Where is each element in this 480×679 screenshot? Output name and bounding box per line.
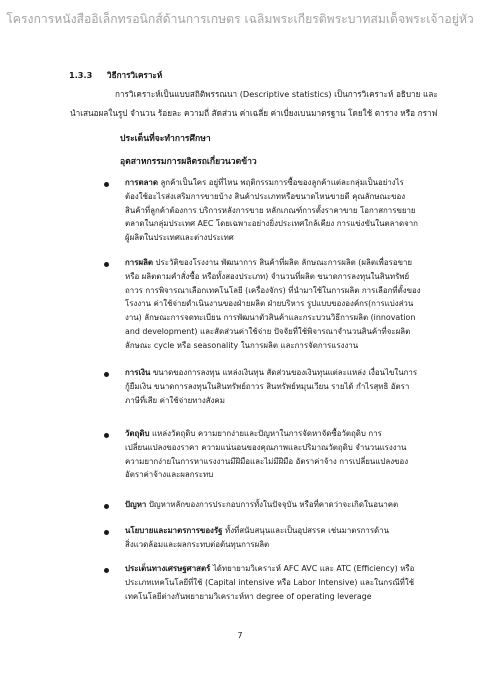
bullet-production <box>104 256 424 353</box>
bullet-term: นโยบายและมาตรการของรัฐ <box>125 526 223 535</box>
bullet-finance <box>104 366 424 407</box>
bullet-line: and development) และสัดส่วนค่าใช้จ่าย ปัจจัยที่ใช้พิจารณาจำนวนสินค้าที่จะผลิต <box>125 326 411 336</box>
bullet-line: ลักษณะ cycle หรือ seasonality ในการผลิต และการจัดการแรงงาน <box>125 340 359 350</box>
bullet-line: ขนาดของการลงทุน แหล่งเงินทุน สัดส่วนของเงินทุนแต่ละแหล่ง เงื่อนไขในการ <box>150 368 418 377</box>
bullet-economics <box>104 562 424 603</box>
bullet-line: ความยากง่ายในการหาแรงงานมีฝีมือและไม่มีฝีมือ อัตราค่าจ้าง การเปลี่ยนแปลงของ <box>125 456 409 466</box>
section-number: 1.3.3 <box>69 70 93 80</box>
bullet-line: เทคโนโลยีต่างกันพยายามวิเคราะห์หา degree of operating leverage <box>125 591 372 601</box>
bullet-line: ต้องใช้อะไรส่งเสริมการขายบ้าง สินค้าประเภทหรือขนาดไหนขายดี คุณลักษณะของ <box>125 191 406 201</box>
bullet-marketing <box>104 176 424 245</box>
section-heading <box>69 69 162 82</box>
bullet-line: แหล่งวัตถุดิบ ความยากง่ายและปัญหาในการจัดหาจัดซื้อวัตถุดิบ การ <box>149 429 382 438</box>
bullet-line: ประเภทเทคโนโลยีที่ใช้ (Capital intensive หรือ Labor Intensive) และในกรณีที่ใช้ <box>125 577 415 587</box>
page-header: โครงการหนังสืออิเล็กทรอนิกส์ด้านการเกษตร เฉลิมพระเกียรติพระบาทสมเด็จพระเจ้าอยู่หัว <box>6 12 474 26</box>
study-heading: ประเด็นที่จะทำการศึกษา <box>120 134 211 144</box>
bullet-dot-icon <box>104 372 109 377</box>
bullet-line: ลูกค้าเป็นใคร อยู่ที่ไหน พฤติกรรมการซื้อของลูกค้าแต่ละกลุ่มเป็นอย่างไร <box>157 178 404 187</box>
bullet-line: ปัญหาหลักของการประกอบการทั้งในปัจจุบัน หรือที่คาดว่าจะเกิดในอนาคต <box>146 500 399 509</box>
bullet-line: สินค้าที่ลูกค้าต้องการ บริการหลังการขาย หลักเกณฑ์การตั้งราคาขาย โอกาสการขยาย <box>125 205 416 215</box>
bullet-government-policy <box>104 524 424 552</box>
bullet-dot-icon <box>104 433 109 438</box>
bullet-line: ทั้งที่สนับสนุนและเป็นอุปสรรค เช่นมาตรการด้าน <box>222 526 390 535</box>
bullet-dot-icon <box>104 530 109 535</box>
bullet-line: เปลี่ยนแปลงของราคา ความแน่นอนของคุณภาพและปริมาณวัตถุดิบ จำนวนแรงงาน <box>125 442 407 452</box>
bullet-term: ปัญหา <box>125 500 147 509</box>
bullet-raw-materials <box>104 427 424 482</box>
bullet-term: การเงิน <box>125 368 151 377</box>
bullet-line: โรงงาน ค่าใช้จ่ายดำเนินงานของฝ่ายผลิต ฝ่ายบริหาร รูปแบบขององค์กร(การแบ่งส่วน <box>125 299 414 309</box>
bullet-line: ผู้ผลิตในประเทศและต่างประเทศ <box>125 233 234 243</box>
bullet-line: ได้ทยายามวิเคราะห์ AFC AVC และ ATC (Efficiency) หรือ <box>210 564 415 573</box>
bullet-line: ถาวร การพิจารณาเลือกเทคโนโลยี (เครื่องจักร) ที่นำมาใช้ในการผลิต การเลือกที่ตั้งของ <box>125 285 421 295</box>
bullet-line: งาน) ลักษณะการจดทะเบียน การพัฒนาตัวสินค้าและกระบวนวิธีการผลิต (innovation <box>125 313 416 323</box>
bullet-dot-icon <box>104 182 109 187</box>
intro-line-1: การวิเคราะห์เป็นแบบสถิติพรรณนา (Descriptive statistics) เป็นการวิเคราะห์ อธิบาย และ <box>115 89 438 99</box>
bullet-term: วัตถุดิบ <box>125 429 150 438</box>
bullet-line: กู้ยืมเงิน ขนาดการลงทุนในสินทรัพย์ถาวร สินทรัพย์หมุนเวียน รายได้ กำไรสุทธิ อัตรา <box>125 381 410 391</box>
bullet-term: การตลาด <box>125 178 158 187</box>
bullet-line: ประวัติของโรงงาน พัฒนาการ สินค้าที่ผลิต ลักษณะการผลิต (ผลิตเพื่อรอขาย <box>153 258 413 267</box>
bullet-line: ภาษีที่เสีย ค่าใช้จ่ายทางสังคม <box>125 395 225 405</box>
bullet-dot-icon <box>104 568 109 573</box>
bullet-problems <box>104 498 424 512</box>
section-title: วิธีการวิเคราะห์ <box>107 70 163 80</box>
bullet-dot-icon <box>104 262 109 267</box>
bullet-line: หรือ ผลิตตามคำสั่งซื้อ หรือทั้งสองประเภท) จำนวนที่ผลิต ขนาดการลงทุนในสินทรัพย์ <box>125 271 410 281</box>
intro-line-2: นำเสนอผลในรูป จำนวน ร้อยละ ความถี่ สัดส่วน ค่าเฉลี่ย ค่าเบี่ยงเบนมาตรฐาน โดยใช้ ตาราง หรือ กราฟ <box>70 108 438 118</box>
bullet-line: อัตราค่าจ้างและผลกระทบ <box>125 470 214 480</box>
page-number: 7 <box>237 631 243 640</box>
bullet-dot-icon <box>104 504 109 509</box>
bullet-term: ประเด็นทางเศรษฐศาสตร์ <box>125 564 211 573</box>
industry-heading: อุตสาหกรรมการผลิตรถเกี่ยวนวดข้าว <box>120 157 257 167</box>
bullet-term: การผลิต <box>125 258 154 267</box>
bullet-line: ตลาดในกลุ่มประเทศ AEC โดยเฉพาะอย่างยิ่งประเทศใกล้เคียง การแข่งขันในตลาดจาก <box>125 219 418 229</box>
bullet-line: สิ่งแวดล้อมและผลกระทบต่อต้นทุนการผลิต <box>125 539 270 549</box>
